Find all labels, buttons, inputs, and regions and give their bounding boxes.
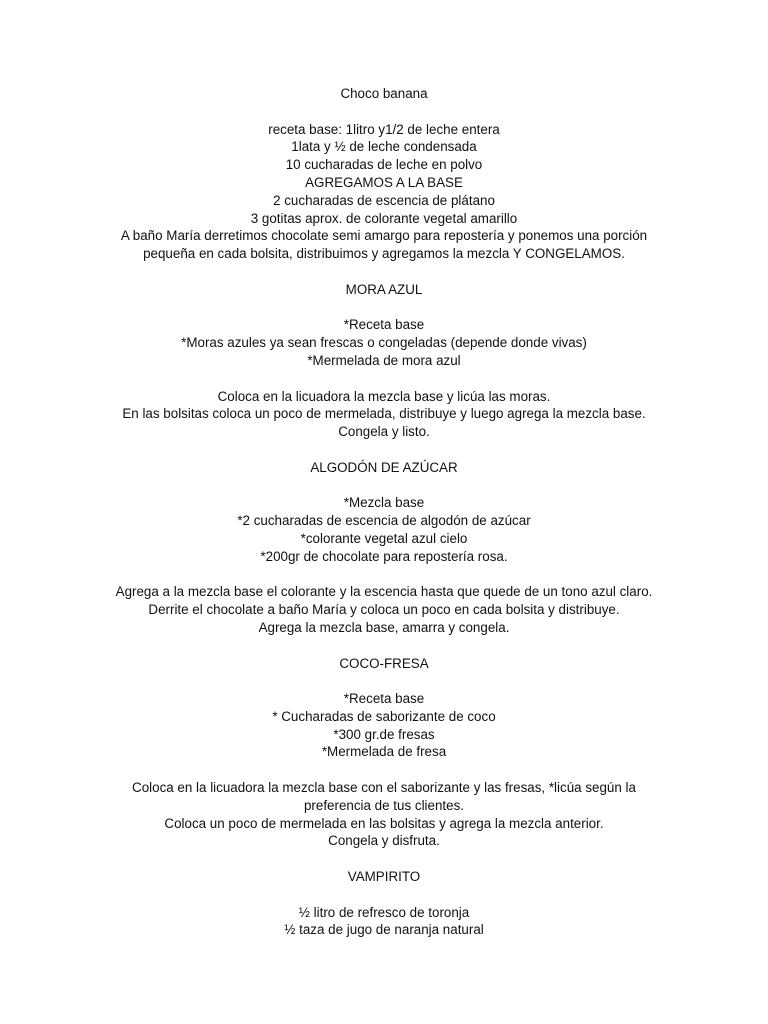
instruction-line: En las bolsitas coloca un poco de mermelada, distribuye y luego agrega la mezcla base.	[122, 406, 646, 422]
ingredient-line: * Cucharadas de saborizante de coco	[272, 708, 496, 724]
instruction-line: Coloca en la licuadora la mezcla base y licúa las moras.	[217, 388, 551, 404]
spacer	[0, 103, 768, 121]
ingredient-line: *colorante vegetal azul cielo	[300, 530, 468, 546]
ingredient-line: *Moras azules ya sean frescas o congeladas (depende donde vivas)	[181, 335, 587, 351]
recipe-title: Choco banana	[340, 86, 428, 101]
recipe-line: receta base: 1litro y1/2 de leche entera	[268, 121, 500, 137]
recipe-algodon-de-azucar	[0, 459, 768, 637]
ingredient-line: *Mermelada de mora azul	[307, 352, 461, 368]
spacer	[0, 672, 768, 690]
spacer	[0, 263, 768, 281]
recipe-mora-azul	[0, 281, 768, 441]
recipe-coco-fresa	[0, 655, 768, 851]
ingredient-line: *200gr de chocolate para repostería rosa.	[260, 548, 508, 564]
recipe-line: A baño María derretimos chocolate semi amargo para repostería y ponemos una porción	[120, 228, 648, 244]
ingredient-line: ½ taza de jugo de naranja natural	[284, 922, 484, 938]
instruction-line: Derrite el chocolate a baño María y coloca un poco en cada bolsita y distribuye.	[148, 602, 620, 618]
ingredient-line: *Mermelada de fresa	[321, 744, 447, 760]
spacer	[0, 637, 768, 655]
ingredient-line: *300 gr.de fresas	[333, 726, 435, 742]
recipe-line: 10 cucharadas de leche en polvo	[285, 157, 483, 173]
recipe-line: 1lata y ½ de leche condensada	[291, 139, 477, 155]
ingredient-line: *Receta base	[343, 691, 425, 707]
recipe-choco-banana	[0, 85, 768, 263]
instruction-line: preferencia de tus clientes.	[303, 797, 465, 813]
instruction-line: Agrega a la mezcla base el colorante y la escencia hasta que quede de un tono azul claro.	[115, 584, 653, 600]
document-page	[0, 85, 768, 939]
instruction-line: Coloca un poco de mermelada en las bolsitas y agrega la mezcla anterior.	[164, 815, 604, 831]
spacer	[0, 299, 768, 317]
instruction-line: Agrega la mezcla base, amarra y congela.	[258, 619, 510, 635]
recipe-line: AGREGAMOS A LA BASE	[305, 174, 463, 190]
ingredient-line: *2 cucharadas de escencia de algodón de azúcar	[237, 513, 531, 529]
ingredient-line: ½ litro de refresco de toronja	[298, 904, 470, 920]
ingredient-line: *Mezcla base	[343, 495, 425, 511]
spacer	[0, 850, 768, 868]
spacer	[0, 441, 768, 459]
spacer	[0, 886, 768, 904]
recipe-title: MORA AZUL	[345, 281, 423, 297]
instruction-line: Congela y listo.	[338, 424, 430, 440]
instruction-line: Coloca en la licuadora la mezcla base con el saborizante y las fresas, *licúa según la	[132, 780, 636, 796]
spacer	[0, 370, 768, 388]
instruction-line: Congela y disfruta.	[328, 833, 440, 849]
ingredient-line: *Receta base	[343, 317, 425, 333]
recipe-vampirito	[0, 868, 768, 939]
recipe-title: ALGODÓN DE AZÚCAR	[310, 459, 458, 475]
recipe-line: 2 cucharadas de escencia de plátano	[273, 192, 495, 208]
recipe-title: VAMPIRITO	[347, 869, 421, 885]
recipe-line: 3 gotitas aprox. de colorante vegetal amarillo	[250, 210, 518, 226]
spacer	[0, 566, 768, 584]
recipe-line: pequeña en cada bolsita, distribuimos y agregamos la mezcla Y CONGELAMOS.	[143, 246, 625, 262]
recipe-title: COCO-FRESA	[339, 655, 429, 671]
spacer	[0, 477, 768, 495]
spacer	[0, 761, 768, 779]
